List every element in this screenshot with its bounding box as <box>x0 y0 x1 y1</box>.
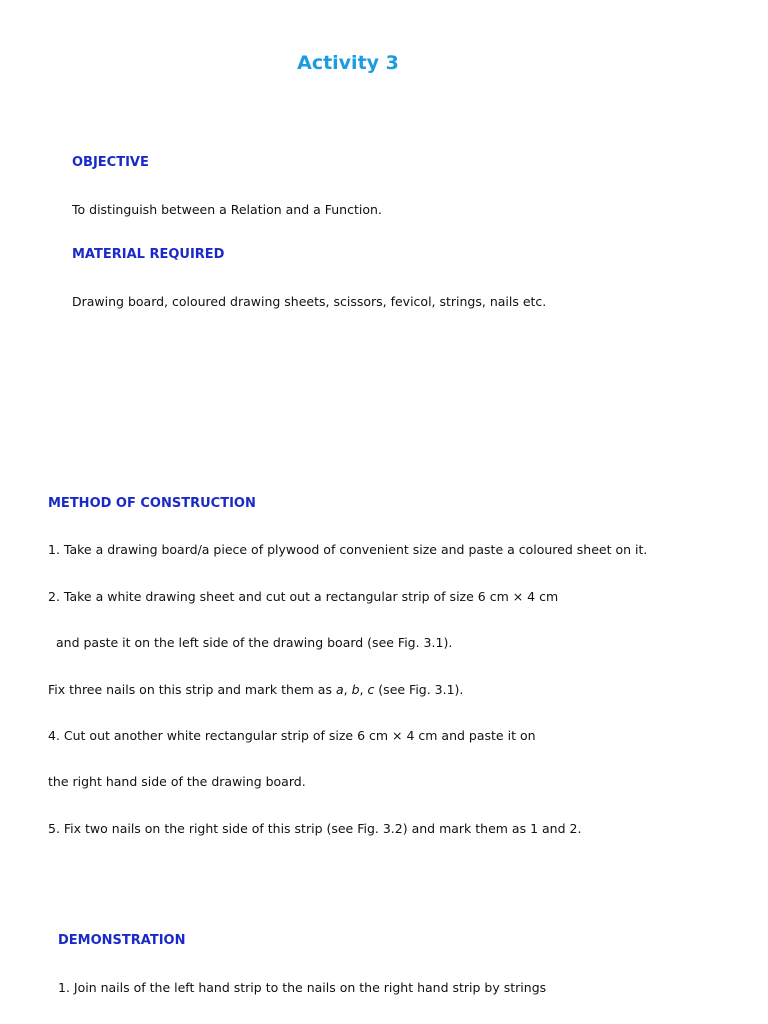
objective-heading: OBJECTIVE <box>72 155 149 170</box>
method-step: 4. Cut out another white rectangular strip of size 6 cm × 4 cm and paste it on <box>48 728 536 743</box>
method-step-text: Fix three nails on this strip and mark them as a, b, c (see Fig. 3.1). <box>48 682 464 697</box>
material-heading: MATERIAL REQUIRED <box>72 247 225 262</box>
method-step: 1. Take a drawing board/a piece of plywood of convenient size and paste a coloured sheet on it. <box>48 542 648 557</box>
method-heading: METHOD OF CONSTRUCTION <box>48 496 256 511</box>
page-title: Activity 3 <box>297 52 399 74</box>
method-step: the right hand side of the drawing board. <box>48 774 306 789</box>
method-step: and paste it on the left side of the drawing board (see Fig. 3.1). <box>56 635 453 650</box>
method-step: 2. Take a white drawing sheet and cut out a rectangular strip of size 6 cm × 4 cm <box>48 589 559 604</box>
demonstration-heading: DEMONSTRATION <box>58 933 186 948</box>
method-step: 5. Fix two nails on the right side of this strip (see Fig. 3.2) and mark them as 1 and 2. <box>48 821 582 836</box>
demonstration-step: 1. Join nails of the left hand strip to the nails on the right hand strip by strings <box>58 980 547 995</box>
material-text: Drawing board, coloured drawing sheets, scissors, fevicol, strings, nails etc. <box>72 294 547 309</box>
objective-text: To distinguish between a Relation and a Function. <box>72 202 382 217</box>
method-step <box>48 682 463 697</box>
